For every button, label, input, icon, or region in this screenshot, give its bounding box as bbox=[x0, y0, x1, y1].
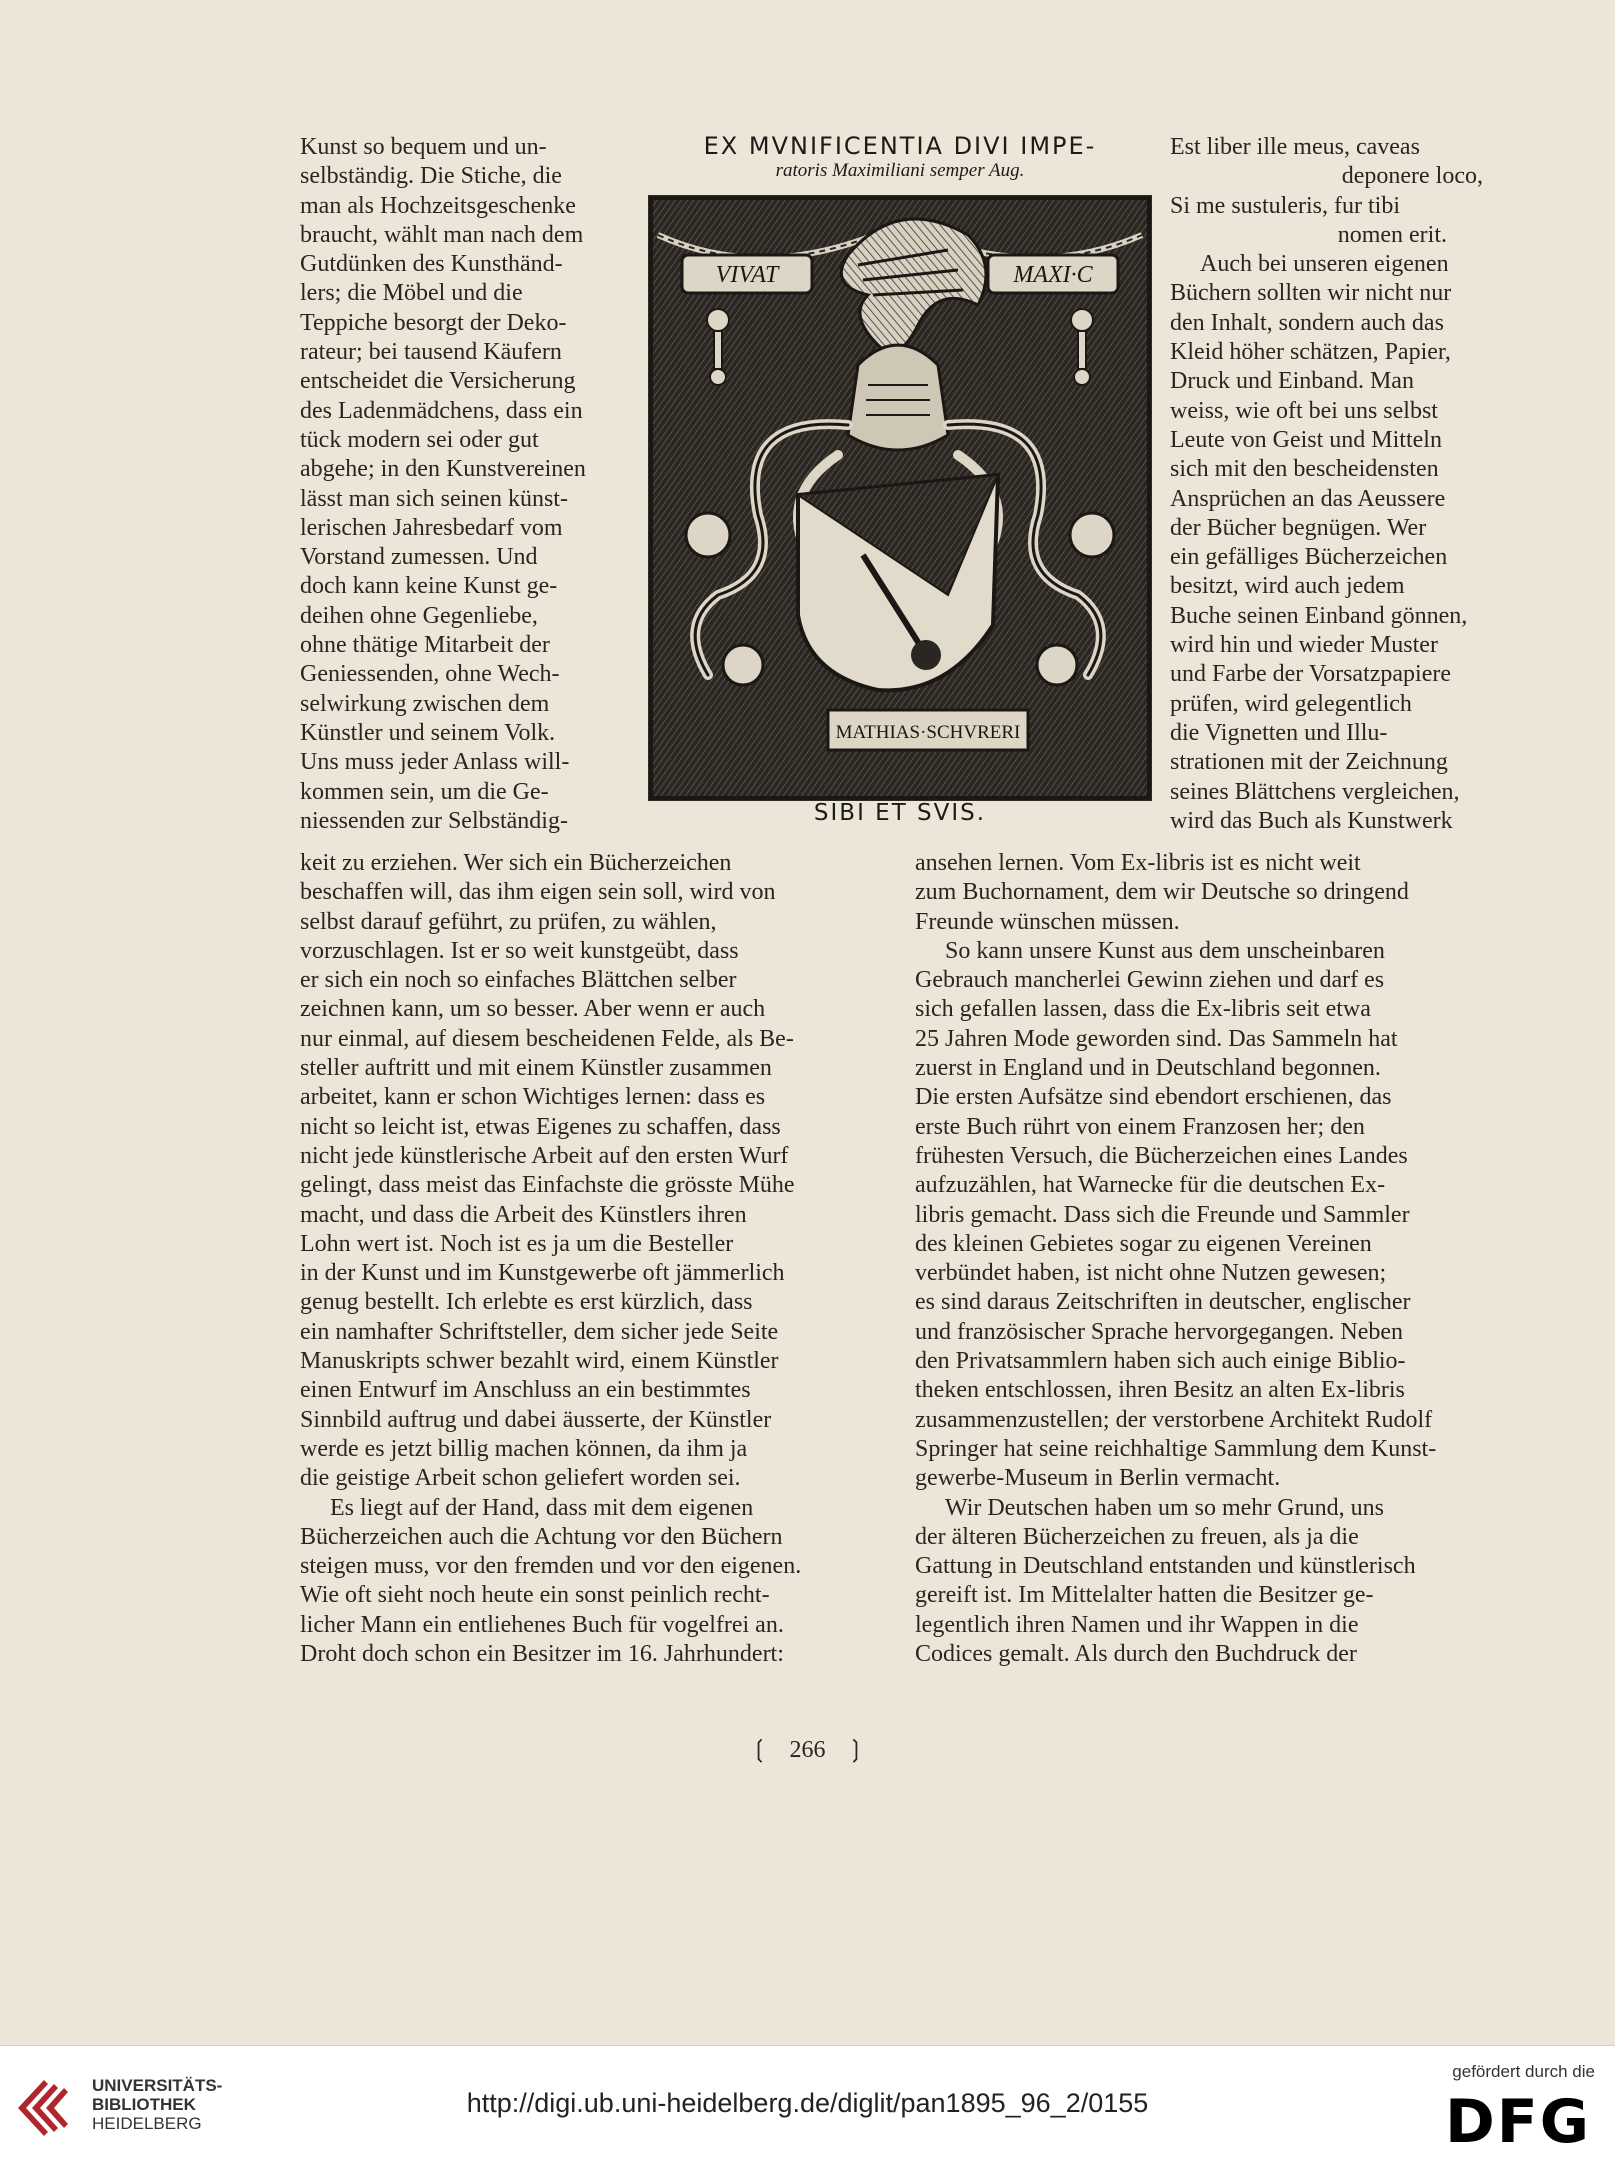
text-line: selbst darauf geführt, zu prüfen, zu wählen, bbox=[300, 908, 717, 935]
text-line: Teppiche besorgt der Deko- bbox=[300, 309, 567, 336]
text-line: sich gefallen lassen, dass die Ex-libris seit etwa bbox=[915, 996, 1371, 1023]
text-line: lerischen Jahresbedarf vom bbox=[300, 514, 563, 541]
name-plate bbox=[828, 710, 1028, 750]
text-line: wird das Buch als Kunstwerk bbox=[1170, 807, 1453, 834]
right-column-top bbox=[1170, 133, 1483, 836]
text-line: besitzt, wird auch jedem bbox=[1170, 573, 1405, 600]
library-name-line2: BIBLIOTHEK bbox=[92, 2095, 196, 2114]
text-line: die Vignetten und Illu- bbox=[1170, 719, 1388, 746]
folio-bracket-left-icon: ❲ bbox=[749, 1737, 770, 1763]
poem-line: Si me sustuleris, fur tibi bbox=[1170, 192, 1400, 219]
library-name-line1: UNIVERSITÄTS- bbox=[92, 2076, 223, 2095]
text-line: Gattung in Deutschland entstanden und künstlerisch bbox=[915, 1553, 1416, 1580]
text-line: zuerst in England und in Deutschland begonnen. bbox=[915, 1055, 1381, 1082]
text-line: Lohn wert ist. Noch ist es ja um die Besteller bbox=[300, 1230, 734, 1257]
digitization-footer bbox=[0, 2045, 1615, 2165]
text-line: deihen ohne Gegenliebe, bbox=[300, 602, 538, 629]
text-line: einen Entwurf im Anschluss an ein bestimmtes bbox=[300, 1377, 751, 1404]
text-line: der Bücher begnügen. Wer bbox=[1170, 514, 1427, 541]
text-line: den Privatsammlern haben sich auch einige Biblio- bbox=[915, 1348, 1406, 1375]
text-line: Geniessenden, ohne Wech- bbox=[300, 661, 560, 688]
poem-line: nomen erit. bbox=[1337, 221, 1447, 248]
text-line: tück modern sei oder gut bbox=[300, 426, 539, 453]
left-column-top bbox=[300, 133, 613, 836]
text-line: Künstler und seinem Volk. bbox=[300, 719, 556, 746]
text-line: erste Buch rührt von einem Franzosen her; den bbox=[915, 1113, 1365, 1140]
text-line: ein gefälliges Bücherzeichen bbox=[1170, 544, 1448, 571]
text-line: sich mit den bescheidensten bbox=[1170, 456, 1439, 483]
text-line: kommen sein, um die Ge- bbox=[300, 778, 549, 805]
text-line: Vorstand zumessen. Und bbox=[300, 544, 538, 571]
text-line: Es liegt auf der Hand, dass mit dem eigenen bbox=[330, 1494, 754, 1521]
left-column-bottom bbox=[300, 849, 865, 1669]
text-line: selbständig. Die Stiche, die bbox=[300, 163, 562, 190]
text-line: Gebrauch mancherlei Gewinn ziehen und darf es bbox=[915, 967, 1385, 994]
text-line: des Ladenmädchens, dass ein bbox=[300, 397, 583, 424]
library-name-line3: HEIDELBERG bbox=[92, 2114, 202, 2133]
text-line: theken entschlossen, ihren Besitz an alten Ex-libris bbox=[915, 1377, 1405, 1404]
text-line: strationen mit der Zeichnung bbox=[1170, 749, 1448, 776]
text-line: Ansprüchen an das Aeussere bbox=[1170, 485, 1446, 512]
poem-line: Est liber ille meus, caveas bbox=[1170, 134, 1420, 160]
text-line: Uns muss jeder Anlass will- bbox=[300, 749, 570, 776]
text-line: Auch bei unseren eigenen bbox=[1200, 251, 1449, 278]
bookplate-motto: SIBI ET SVIS. bbox=[813, 800, 987, 826]
text-line: Springer hat seine reichhaltige Sammlung dem Kunst- bbox=[915, 1435, 1437, 1462]
text-line: gereift ist. Im Mittelalter hatten die Besitzer ge- bbox=[915, 1582, 1374, 1609]
text-line: Gutdünken des Kunsthänd- bbox=[300, 251, 563, 278]
page-number-text: 266 bbox=[789, 1737, 826, 1763]
text-line: es sind daraus Zeitschriften in deutscher, englischer bbox=[915, 1289, 1411, 1316]
dfg-logo[interactable]: DFG bbox=[1444, 2087, 1591, 2157]
bookplate-heading-line1: EX MVNIFICENTIA DIVI IMPE- bbox=[703, 132, 1097, 160]
text-line: des kleinen Gebietes sogar zu eigenen Vereinen bbox=[915, 1230, 1372, 1257]
right-column-bottom bbox=[915, 849, 1483, 1669]
text-line: lers; die Möbel und die bbox=[300, 280, 523, 307]
text-line: er sich ein noch so einfaches Blättchen selber bbox=[300, 967, 737, 994]
text-line: gelingt, dass meist das Einfachste die grösste Mühe bbox=[300, 1172, 795, 1199]
bookplate-heading bbox=[646, 132, 1154, 182]
text-line: ansehen lernen. Vom Ex-libris ist es nicht weit bbox=[915, 850, 1361, 876]
text-line: seines Blättchens vergleichen, bbox=[1170, 778, 1460, 805]
text-line: die geistige Arbeit schon geliefert worden sei. bbox=[300, 1465, 741, 1492]
text-line: werde es jetzt billig machen können, da ihm ja bbox=[300, 1435, 748, 1462]
text-line: macht, und dass die Arbeit des Künstlers ihren bbox=[300, 1201, 747, 1228]
folio-bracket-right-icon: ❳ bbox=[845, 1737, 866, 1763]
text-line: So kann unsere Kunst aus dem unscheinbaren bbox=[945, 937, 1385, 964]
text-line: Wir Deutschen haben um so mehr Grund, uns bbox=[945, 1494, 1384, 1521]
name-plate-text: MATHIAS·SCHVRERI bbox=[835, 722, 1021, 743]
text-line: wird hin und wieder Muster bbox=[1170, 632, 1438, 659]
bookplate-woodcut-image bbox=[648, 195, 1152, 801]
text-line: entscheidet die Versicherung bbox=[300, 368, 576, 395]
banner-left bbox=[682, 255, 812, 293]
text-line: man als Hochzeitsgeschenke bbox=[300, 192, 576, 219]
text-line: genug bestellt. Ich erlebte es erst kürzlich, dass bbox=[300, 1289, 753, 1316]
text-line: ohne thätige Mitarbeit der bbox=[300, 632, 550, 659]
text-line: Sinnbild auftrug und dabei äusserte, der Künstler bbox=[300, 1406, 772, 1433]
text-line: in der Kunst und im Kunstgewerbe oft jämmerlich bbox=[300, 1260, 785, 1287]
text-line: legentlich ihren Namen und ihr Wappen in die bbox=[915, 1611, 1359, 1638]
text-line: doch kann keine Kunst ge- bbox=[300, 573, 558, 600]
text-line: Wie oft sieht noch heute ein sonst peinlich recht- bbox=[300, 1582, 770, 1609]
text-line: Büchern sollten wir nicht nur bbox=[1170, 280, 1452, 307]
text-line: steller auftritt und mit einem Künstler zusammen bbox=[300, 1055, 772, 1082]
text-line: nur einmal, auf diesem bescheidenen Felde, als Be- bbox=[300, 1025, 794, 1052]
text-line: libris gemacht. Dass sich die Freunde und Sammler bbox=[915, 1201, 1410, 1228]
text-line: Leute von Geist und Mitteln bbox=[1170, 426, 1442, 453]
text-line: 25 Jahren Mode geworden sind. Das Sammeln hat bbox=[915, 1025, 1398, 1052]
text-line: selwirkung zwischen dem bbox=[300, 690, 550, 717]
text-line: niessenden zur Selbständig- bbox=[300, 807, 568, 834]
text-line: zeichnen kann, um so besser. Aber wenn er auch bbox=[300, 996, 766, 1023]
text-line: lässt man sich seinen künst- bbox=[300, 485, 568, 512]
banner-left-text: VIVAT bbox=[715, 262, 779, 288]
text-line: zum Buchornament, dem wir Deutsche so dringend bbox=[915, 879, 1409, 906]
text-line: keit zu erziehen. Wer sich ein Bücherzeichen bbox=[300, 850, 732, 876]
text-line: Freunde wünschen müssen. bbox=[915, 908, 1180, 935]
text-line: rateur; bei tausend Käufern bbox=[300, 339, 562, 366]
text-line: und Farbe der Vorsatzpapiere bbox=[1170, 661, 1452, 688]
banner-right-text: MAXI·C bbox=[1013, 262, 1093, 288]
bookplate-heading-line2: ratoris Maximiliani semper Aug. bbox=[775, 160, 1025, 181]
text-line: Bücherzeichen auch die Achtung vor den Büchern bbox=[300, 1523, 783, 1550]
text-line: Manuskripts schwer bezahlt wird, einem Künstler bbox=[300, 1348, 779, 1375]
text-line: gewerbe-Museum in Berlin vermacht. bbox=[915, 1465, 1281, 1492]
text-line: beschaffen will, das ihm eigen sein soll, wird von bbox=[300, 879, 776, 906]
poem-line: deponere loco, bbox=[1341, 163, 1483, 190]
text-line: Druck und Einband. Man bbox=[1170, 368, 1414, 395]
text-line: aufzuzählen, hat Warnecke für die deutschen Ex- bbox=[915, 1172, 1386, 1199]
text-line: nicht jede künstlerische Arbeit auf den ersten Wurf bbox=[300, 1142, 789, 1169]
text-line: Kleid höher schätzen, Papier, bbox=[1170, 339, 1451, 366]
text-line: braucht, wählt man nach dem bbox=[300, 221, 584, 248]
text-line: Codices gemalt. Als durch den Buchdruck der bbox=[915, 1641, 1357, 1668]
text-line: licher Mann ein entliehenes Buch für vogelfrei an. bbox=[300, 1611, 784, 1638]
text-line: weiss, wie oft bei uns selbst bbox=[1170, 397, 1438, 424]
funding-label: gefördert durch die bbox=[1452, 2062, 1595, 2081]
text-line: nicht so leicht ist, etwas Eigenes zu schaffen, dass bbox=[300, 1113, 781, 1140]
text-line: verbündet haben, ist nicht ohne Nutzen gewesen; bbox=[915, 1260, 1387, 1287]
permalink-url[interactable]: http://digi.ub.uni-heidelberg.de/diglit/pan1895_96_2/0155 bbox=[466, 2088, 1149, 2118]
text-line: der älteren Bücherzeichen zu freuen, als ja die bbox=[915, 1523, 1359, 1550]
text-line: Buche seinen Einband gönnen, bbox=[1170, 602, 1468, 629]
page-number bbox=[0, 1735, 1615, 1764]
text-line: ein namhafter Schriftsteller, dem sicher jede Seite bbox=[300, 1318, 779, 1345]
text-line: zusammenzustellen; der verstorbene Architekt Rudolf bbox=[915, 1406, 1433, 1433]
text-line: Die ersten Aufsätze sind ebendort erschienen, das bbox=[915, 1084, 1392, 1111]
text-line: und französischer Sprache hervorgegangen. Neben bbox=[915, 1318, 1404, 1345]
text-line: frühesten Versuch, die Bücherzeichen eines Landes bbox=[915, 1142, 1408, 1169]
text-line: Kunst so bequem und un- bbox=[300, 134, 547, 160]
text-line: arbeitet, kann er schon Wichtiges lernen: dass es bbox=[300, 1084, 766, 1111]
text-line: den Inhalt, sondern auch das bbox=[1170, 309, 1444, 336]
text-line: prüfen, wird gelegentlich bbox=[1170, 690, 1412, 717]
text-line: vorzuschlagen. Ist er so weit kunstgeübt, dass bbox=[300, 937, 739, 964]
banner-right bbox=[988, 255, 1118, 293]
text-line: abgehe; in den Kunstvereinen bbox=[300, 456, 586, 483]
text-line: Droht doch schon ein Besitzer im 16. Jahrhundert: bbox=[300, 1641, 784, 1668]
text-line: steigen muss, vor den fremden und vor den eigenen. bbox=[300, 1553, 802, 1580]
